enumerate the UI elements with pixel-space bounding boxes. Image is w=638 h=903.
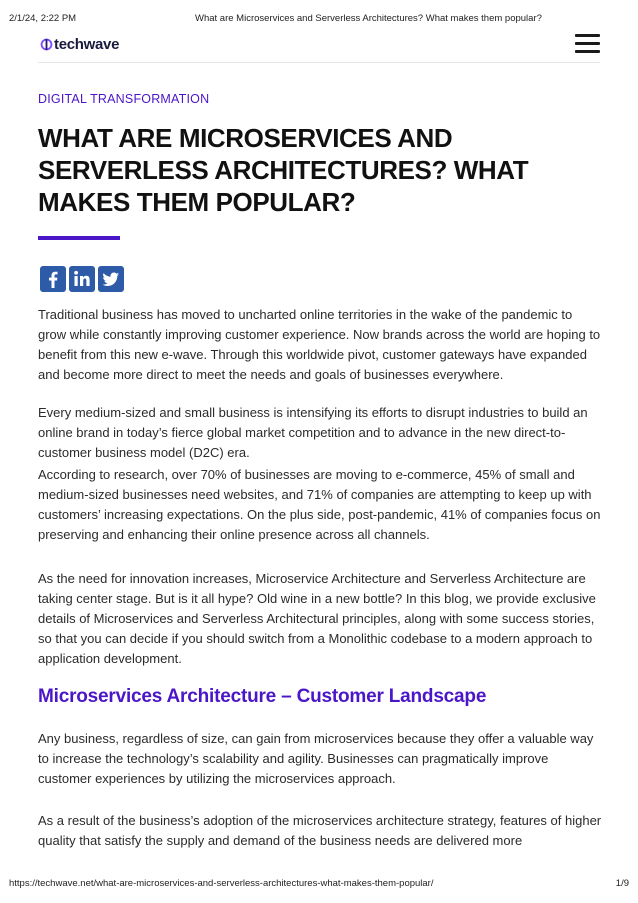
linkedin-icon[interactable] (69, 266, 95, 292)
section-heading: Microservices Architecture – Customer Landscape (38, 686, 487, 707)
facebook-icon[interactable] (40, 266, 66, 292)
techwave-logo-mark-icon (40, 38, 53, 51)
paragraph-scalability: Any business, regardless of size, can gain from microservices because they offer a valuable way to increase the technology’s scalability and agility. Businesses can pragmatically improve customer experiences by utilizing the microservices approach. (38, 731, 594, 786)
paragraph-intro: Traditional business has moved to uncharted online territories in the wake of the pandemic to grow while constantly improving customer experience. Now brands across the world are hoping to benefit from this new e-wave. Through this worldwide pivot, customer gateways have expanded and become more direct to meet the needs and goals of businesses everywhere. (38, 307, 601, 382)
article-category[interactable]: DIGITAL TRANSFORMATION (38, 92, 210, 106)
print-page-title: What are Microservices and Serverless Architectures? What makes them popular? (195, 13, 542, 24)
page-number: 1/9 (615, 878, 629, 889)
paragraph-d2c: Every medium-sized and small business is intensifying its efforts to disrupt industries to build an online brand in today’s fierce global market competition and to advance in the new direct-to-customer business model (D2C) era. (38, 405, 588, 460)
paragraph-research: According to research, over 70% of businesses are moving to e-commerce, 45% of small and medium-sized businesses need websites, and 71% of companies are attempting to keep up with customers’ increasing expectations. On the plus side, post-pandemic, 41% of companies focus on preserving and enhancing their online presence across all channels. (38, 467, 601, 542)
logo-text: techwave (54, 36, 120, 53)
site-logo[interactable] (40, 36, 119, 53)
share-buttons (40, 266, 124, 292)
article-title: WHAT ARE MICROSERVICES AND SERVERLESS ARCHITECTURES? WHAT MAKES THEM POPULAR? (38, 123, 529, 217)
twitter-icon[interactable] (98, 266, 124, 292)
title-underline (38, 236, 120, 240)
print-url: https://techwave.net/what-are-microservices-and-serverless-architectures-what-makes-them-popular/ (9, 878, 434, 889)
print-date: 2/1/24, 2:22 PM (9, 13, 77, 24)
site-header (38, 30, 600, 63)
hamburger-menu-icon[interactable] (575, 34, 600, 54)
paragraph-adoption: As a result of the business’s adoption of the microservices architecture strategy, features of higher quality that satisfy the supply and demand of the business needs are delivered more (38, 813, 602, 848)
paragraph-innovation: As the need for innovation increases, Microservice Architecture and Serverless Architecture are taking center stage. But is it all hype? Old wine in a new bottle? In this blog, we provide exclusive details of Microservices and Serverless Architectural principles, along with some success stories, so that you can decide if you should switch from a Monolithic codebase to a modern approach to application development. (38, 571, 596, 666)
